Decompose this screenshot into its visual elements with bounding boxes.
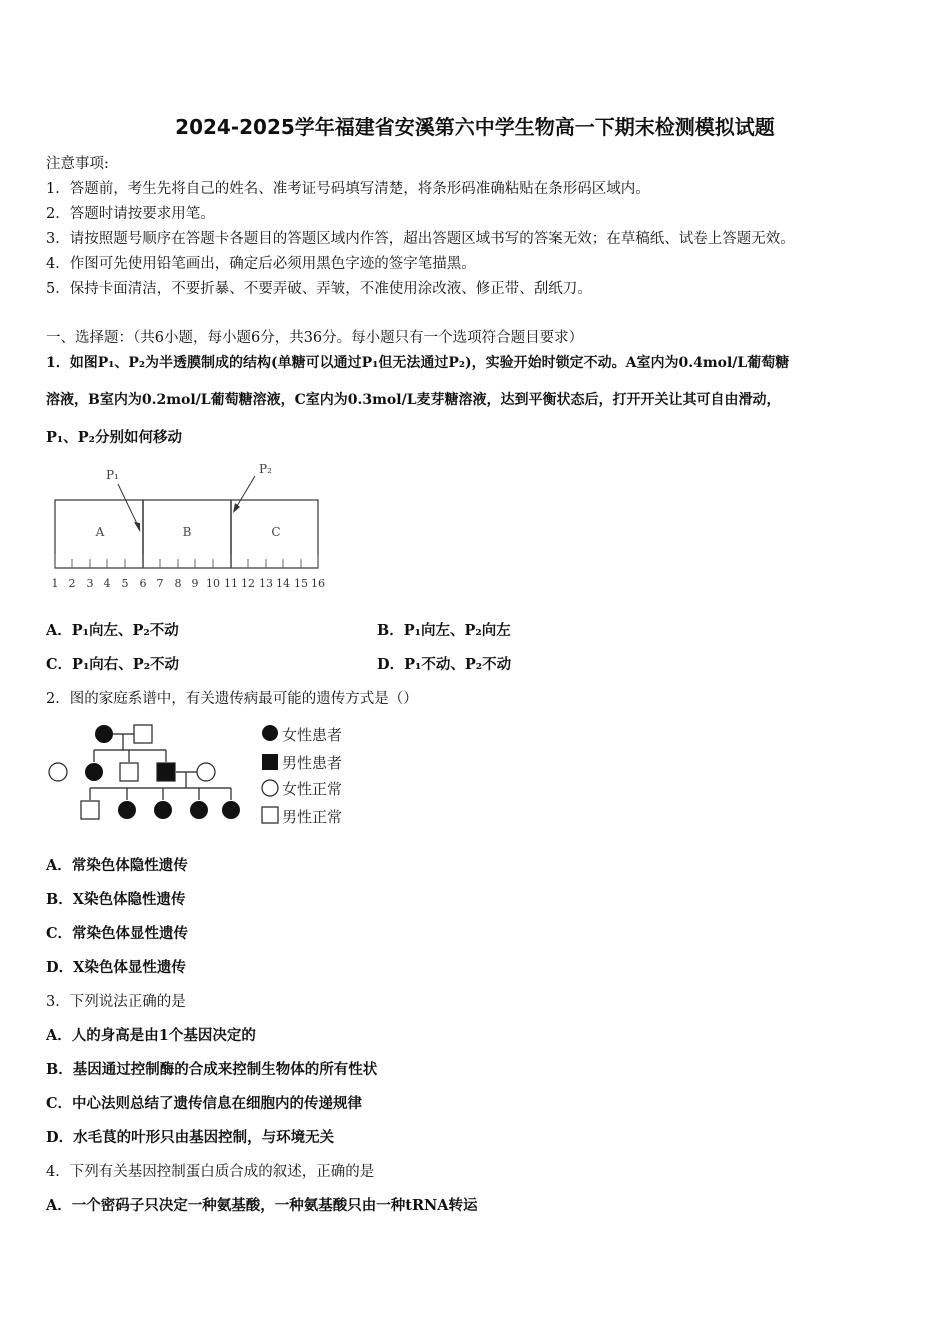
notice-item: 2．答题时请按要求用笔。	[46, 206, 215, 222]
gen2-affected-female	[85, 763, 103, 781]
gen3-affected-female	[222, 801, 240, 819]
tick-label: 16	[311, 577, 325, 590]
notice-item: 1．答题前，考生先将自己的姓名、准考证号码填写清楚，将条形码准确粘贴在条形码区域内。	[46, 181, 650, 197]
gen3-normal-male	[81, 801, 99, 819]
q1-option-b: B．P₁向左、P₂向左	[377, 622, 511, 639]
tick-label: 14	[276, 577, 290, 590]
gen2-affected-male	[157, 763, 175, 781]
tick-label: 9	[191, 577, 199, 590]
notice-item: 3．请按照题号顺序在答题卡各题目的答题区域内作答，超出答题区域书写的答案无效；在草稿纸、试卷上答题无效。	[46, 231, 795, 247]
q1-chamber-figure	[46, 456, 336, 596]
ruler-numbers	[52, 577, 326, 590]
gen1-affected-female	[95, 725, 113, 743]
notice-item: 4．作图可先使用铅笔画出，确定后必须用黑色字迹的签字笔描黑。	[46, 256, 476, 272]
legend-normal-female-label: 女性正常	[282, 780, 343, 798]
p2-label: P₂	[259, 462, 272, 476]
notice-item: 5．保持卡面清洁，不要折暴、不要弄破、弄皱，不准使用涂改液、修正带、刮纸刀。	[46, 281, 592, 297]
tick-label: 4	[103, 577, 111, 590]
gen3-affected-female	[154, 801, 172, 819]
q1-option-c: C．P₁向右、P₂不动	[46, 656, 180, 673]
legend-affected-female-symbol	[262, 725, 278, 741]
q1-option-a: A．P₁向左、P₂不动	[46, 622, 179, 639]
page-title: 2024-2025学年福建省安溪第六中学生物高一下期末检测模拟试题	[175, 115, 775, 139]
room-a-label: A	[95, 525, 105, 539]
tick-label: 13	[259, 577, 273, 590]
ruler-ticks	[55, 554, 318, 568]
tick-label: 11	[224, 577, 238, 590]
q1-stem-line2: 溶液，B室内为0.2mol/L葡萄糖溶液，C室内为0.3mol/L麦芽糖溶液，达到平衡状态后，打开开关让其可自由滑动，	[46, 392, 781, 408]
q2-option-c: C．常染色体显性遗传	[46, 925, 189, 942]
legend-affected-female-label: 女性患者	[282, 726, 343, 744]
legend-affected-male-symbol	[262, 754, 278, 770]
tick-label: 5	[121, 577, 129, 590]
gen1-normal-male	[134, 725, 152, 743]
q1-option-d: D．P₁不动、P₂不动	[377, 656, 512, 673]
tick-label: 7	[156, 577, 164, 590]
legend-normal-male-symbol	[262, 807, 278, 823]
q4-option-a: A．一个密码子只决定一种氨基酸，一种氨基酸只由一种tRNA转运	[46, 1197, 478, 1214]
room-b-label: B	[182, 525, 192, 539]
gen3-affected-female	[118, 801, 136, 819]
legend-normal-female-symbol	[262, 780, 278, 796]
section-heading: 一、选择题：（共6小题，每小题6分，共36分。每小题只有一个选项符合题目要求）	[46, 330, 584, 346]
gen2-normal-female-spouse	[197, 763, 215, 781]
legend-normal-male-label: 男性正常	[282, 808, 343, 826]
p1-arrowhead	[134, 522, 140, 532]
tick-label: 12	[241, 577, 255, 590]
q2-option-d: D．X染色体显性遗传	[46, 959, 186, 976]
q2-option-b: B．X染色体隐性遗传	[46, 891, 186, 908]
q2-stem: 2．图的家庭系谱中，有关遗传病最可能的遗传方式是（）	[46, 691, 418, 707]
tick-label: 6	[139, 577, 147, 590]
notice-heading: 注意事项:	[46, 156, 109, 172]
gen2-normal-female	[49, 763, 67, 781]
q3-option-a: A．人的身高是由1个基因决定的	[46, 1027, 256, 1044]
q2-option-a: A．常染色体隐性遗传	[46, 857, 188, 874]
tick-label: 3	[86, 577, 94, 590]
p2-arrowhead	[233, 503, 240, 513]
tick-label: 2	[68, 577, 76, 590]
q2-pedigree-figure	[46, 716, 366, 834]
room-c-label: C	[271, 525, 281, 539]
q3-option-b: B．基因通过控制酶的合成来控制生物体的所有性状	[46, 1061, 378, 1078]
q4-stem: 4．下列有关基因控制蛋白质合成的叙述，正确的是	[46, 1164, 375, 1180]
tick-label: 15	[294, 577, 308, 590]
q1-stem-line3: P₁、P₂分别如何移动	[46, 429, 183, 446]
gen3-affected-female	[190, 801, 208, 819]
q1-stem-line1: 1．如图P₁、P₂为半透膜制成的结构(单糖可以通过P₁但无法通过P₂)，实验开始时锁定不动。A室内为0.4mol/L葡萄糖	[46, 355, 790, 371]
legend-affected-male-label: 男性患者	[282, 754, 343, 772]
q3-option-d: D．水毛茛的叶形只由基因控制，与环境无关	[46, 1129, 335, 1146]
tick-label: 1	[51, 577, 59, 590]
q3-stem: 3．下列说法正确的是	[46, 994, 186, 1010]
gen2-normal-male	[120, 763, 138, 781]
q3-option-c: C．中心法则总结了遗传信息在细胞内的传递规律	[46, 1095, 363, 1112]
tick-label: 8	[174, 577, 182, 590]
p1-label: P₁	[106, 468, 119, 482]
tick-label: 10	[206, 577, 220, 590]
